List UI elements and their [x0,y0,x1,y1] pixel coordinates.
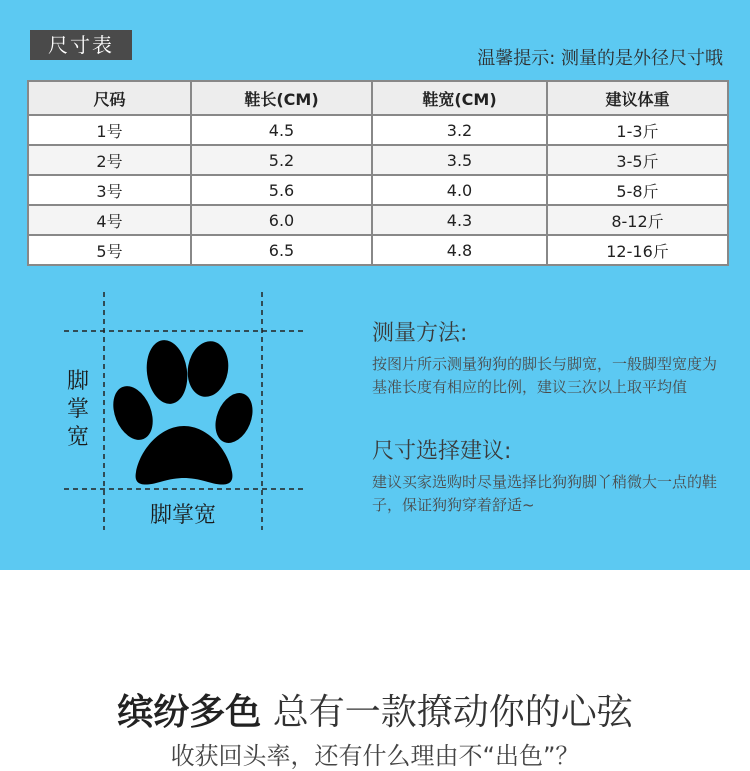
cell-weight: 5-8斤 [547,175,728,205]
cell-weight: 3-5斤 [547,145,728,175]
cell-length: 6.0 [191,205,372,235]
cell-size: 1号 [28,115,191,145]
cell-width: 4.3 [372,205,547,235]
cell-weight: 12-16斤 [547,235,728,265]
cell-width: 3.5 [372,145,547,175]
column-header-width: 鞋宽(CM) [372,81,547,115]
cell-weight: 1-3斤 [547,115,728,145]
cell-length: 5.2 [191,145,372,175]
guide-lines [64,292,304,530]
measurement-method-title: 测量方法: [372,321,468,346]
color-tagline [0,684,750,735]
measurement-tip: 温馨提示: 测量的是外径尺寸哦 [477,48,723,69]
tagline-rest: 总有一款撩动你的心弦 [261,692,633,733]
size-advice-title: 尺寸选择建议: [372,439,512,464]
cell-width: 4.8 [372,235,547,265]
tagline-subtext: 收获回头率，还有什么理由不“出色”？ [170,742,580,770]
cell-length: 6.5 [191,235,372,265]
paw-width-vertical-label: 脚掌宽 [66,369,89,450]
cell-width: 4.0 [372,175,547,205]
paw-print-icon [106,338,260,485]
cell-size: 3号 [28,175,191,205]
size-advice-section [372,434,722,517]
size-advice-text: 建议买家选购时尽量选择比狗狗脚丫稍微大一点的鞋子，保证狗狗穿着舒适~ [372,473,718,514]
column-header-weight: 建议体重 [547,81,728,115]
cell-size: 5号 [28,235,191,265]
cell-width: 3.2 [372,115,547,145]
cell-length: 4.5 [191,115,372,145]
column-header-length: 鞋长(CM) [191,81,372,115]
tagline-highlight: 缤纷多色 [117,692,262,733]
cell-length: 5.6 [191,175,372,205]
cell-weight: 8-12斤 [547,205,728,235]
cell-size: 2号 [28,145,191,175]
paw-width-bottom-label: 脚掌宽 [149,503,216,528]
cell-size: 4号 [28,205,191,235]
size-chart-title: 尺寸表 [30,30,132,60]
measurement-method-text: 按图片所示测量狗狗的脚长与脚宽，一般脚型宽度为基准长度有相应的比例，建议三次以上取平均值 [372,355,718,396]
column-header-size: 尺码 [28,81,191,115]
measurement-method-section [372,316,722,399]
